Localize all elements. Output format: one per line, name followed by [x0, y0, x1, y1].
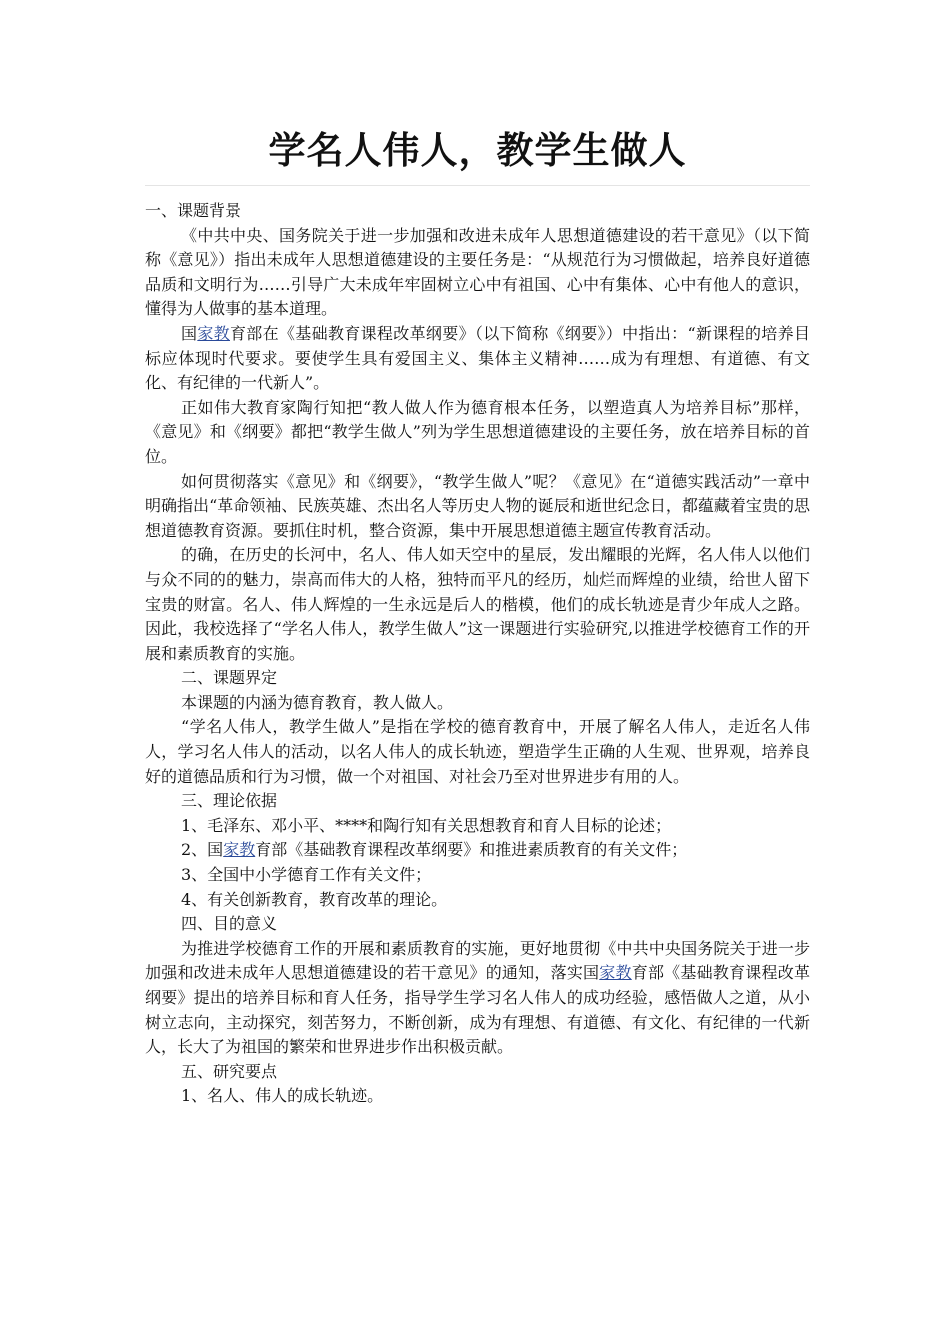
paragraph-text: 育部在《基础教育课程改革纲要》（以下简称《纲要》）中指出：“新课程的培养目标应体现时代要求。要使学生具有爱国主义、集体主义精神……成为有理想、有道德、有文化、有纪律的一代新人”。 [145, 323, 810, 393]
list-item-text: 育部《基础教育课程改革纲要》和推进素质教育的有关文件； [255, 840, 688, 860]
list-item: 3、全国中小学德育工作有关文件； [181, 865, 432, 885]
paragraph-text: 为推进学校德育工作的开展和素质教育的实施，更好地贯彻《中共中央国务院关于进一步加强和改进未成年人思想道德建设的若干意见》的通知，落实国 [145, 938, 810, 983]
paragraph: 如何贯彻落实《意见》和《纲要》，“教学生做人”呢？《意见》在“道德实践活动”一章中明确指出“革命领袖、民族英雄、杰出名人等历史人物的诞辰和逝世纪念日，都蕴藏着宝贵的思想道德教育资源。要抓住时机，整合资源，集中开展思想道德主题宣传教育活动。 [145, 471, 810, 540]
title-divider [145, 185, 810, 186]
list-item [145, 838, 810, 863]
paragraph: “学名人伟人，教学生做人”是指在学校的德育教育中，开展了解名人伟人，走近名人伟人，学习名人伟人的活动，以名人伟人的成长轨迹，塑造学生正确的人生观、世界观，培养良好的道德品质和行为习惯，做一个对祖国、对社会乃至对世界进步有用的人。 [145, 717, 810, 786]
document-page [145, 0, 810, 1109]
section-heading-definition: 二、课题界定 [181, 668, 278, 688]
list-item: 1、毛泽东、邓小平、****和陶行知有关思想教育和育人目标的论述； [181, 815, 672, 835]
paragraph-text: 国 [181, 323, 198, 343]
list-item: 1、名人、伟人的成长轨迹。 [181, 1086, 384, 1106]
list-item-text: 2、国 [181, 840, 224, 860]
paragraph [145, 937, 810, 1060]
paragraph: 的确，在历史的长河中，名人、伟人如天空中的星辰，发出耀眼的光辉，名人伟人以他们与众不同的的魅力，崇高而伟大的人格，独特而平凡的经历，灿烂而辉煌的业绩，给世人留下宝贵的财富。名人、伟人辉煌的一生永远是后人的楷模，他们的成长轨迹是青少年成人之路。因此，我校选择了“学名人伟人，教学生做人”这一课题进行实验研究,以推进学校德育工作的开展和素质教育的实施。 [145, 545, 810, 663]
paragraph: 本课题的内涵为德育教育，教人做人。 [181, 692, 454, 712]
document-body [145, 199, 810, 1109]
jiajiao-link[interactable]: 家教 [599, 963, 632, 983]
document-title: 学名人伟人，教学生做人 [268, 129, 687, 172]
paragraph: 《中共中央、国务院关于进一步加强和改进未成年人思想道德建设的若干意见》（以下简称《意见》）指出未成年人思想道德建设的主要任务是：“从规范行为习惯做起，培养良好道德品质和文明行为……引导广大未成年牢固树立心中有祖国、心中有集体、心中有他人的意识，懂得为人做事的基本道理。 [145, 225, 810, 319]
list-item: 4、有关创新教育，教育改革的理论。 [181, 889, 448, 909]
paragraph [145, 322, 810, 396]
section-heading-theory: 三、理论依据 [181, 791, 278, 811]
jiajiao-link[interactable]: 家教 [197, 323, 230, 343]
paragraph-text: 育部《基础教育课程改革纲要》提出的培养目标和育人任务，指导学生学习名人伟人的成功经验，感悟做人之道，从小树立志向，主动探究，刻苦努力，不断创新，成为有理想、有道德、有文化、有纪律的一代新人，长大了为祖国的繁荣和世界进步作出积极贡献。 [145, 963, 810, 1057]
jiajiao-link[interactable]: 家教 [223, 840, 256, 860]
section-heading-purpose: 四、目的意义 [181, 914, 278, 934]
paragraph: 正如伟大教育家陶行知把“教人做人作为德育根本任务，以塑造真人为培养目标”那样，《意见》和《纲要》都把“教学生做人”列为学生思想道德建设的主要任务，放在培养目标的首位。 [145, 397, 810, 466]
section-heading-research-points: 五、研究要点 [181, 1061, 278, 1081]
section-heading-background: 一、课题背景 [145, 201, 242, 220]
